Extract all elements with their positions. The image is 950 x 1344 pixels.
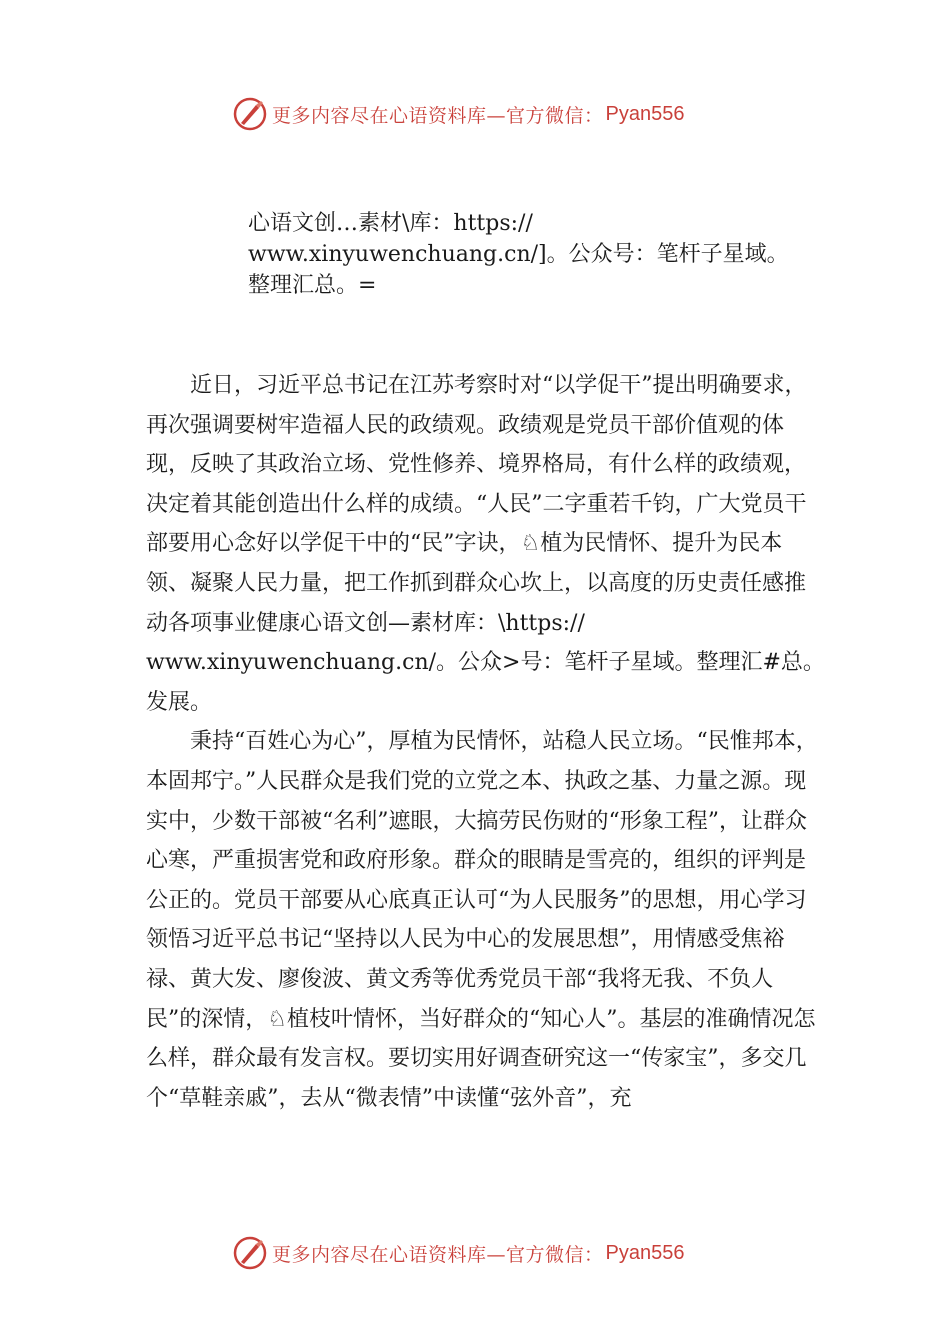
source-note xyxy=(248,208,848,301)
source-note-line: www.xinyuwenchuang.cn/]。公众号：笔杆子星域。 xyxy=(248,242,789,267)
paragraph-text: www.xinyuwenchuang.cn/。公众>号：笔杆子星域。整理汇#总。发展。 xyxy=(146,650,825,715)
header-wechat-id: Pyan556 xyxy=(605,102,685,125)
article-body xyxy=(146,366,826,1118)
quill-logo-icon xyxy=(232,1235,268,1271)
header-banner-text: 更多内容尽在心语资料库—官方微信： xyxy=(272,104,604,127)
paragraph xyxy=(146,366,826,722)
paragraph: 秉持“百姓心为心”，厚植为民情怀，站稳人民立场。“民惟邦本，本固邦宁。”人民群众是我们党的立党之本、执政之基、力量之源。现实中，少数干部被“名利”遮眼，大搞劳民伤财的“形象工程”，让群众心寒，严重损害党和政府形象。群众的眼睛是雪亮的，组织的评判是公正的。党员干部要从心底真正认可“为人民服务”的思想，用心学习领悟习近平总书记“坚持以人民为中心的发展思想”，用情感受焦裕禄、黄大发、廖俊波、黄文秀等优秀党员干部“我将无我、不负人民”的深情，♘植枝叶情怀，当好群众的“知心人”。基层的准确情况怎么样，群众最有发言权。要切实用好调查研究这一“传家宝”，多交几个“草鞋亲戚”，去从“微表情”中读懂“弦外音”，充 xyxy=(146,729,818,1111)
source-note-line: 心语文创…素材\库：https:// xyxy=(248,211,533,236)
footer-banner xyxy=(232,1233,684,1273)
footer-wechat-id: Pyan556 xyxy=(605,1241,685,1264)
footer-banner-text: 更多内容尽在心语资料库—官方微信： xyxy=(272,1243,604,1266)
paragraph-text: 近日，习近平总书记在江苏考察时对“以学促干”提出明确要求，再次强调要树牢造福人民的政绩观。政绩观是党员干部价值观的体现，反映了其政治立场、党性修养、境界格局，有什么样的政绩观，决定着其能创造出什么样的成绩。“人民”二字重若千钧，广大党员干部要用心念好以学促干中的“民”字诀，♘植为民情怀、提升为民本领、凝聚人民力量，把工作抓到群众心坎上，以高度的历史责任感推动各项事业健康心语文创—素材库：\https:// xyxy=(146,373,807,636)
header-banner xyxy=(232,94,684,134)
quill-logo-icon xyxy=(232,96,268,132)
source-note-line: 整理汇总。= xyxy=(248,273,377,298)
